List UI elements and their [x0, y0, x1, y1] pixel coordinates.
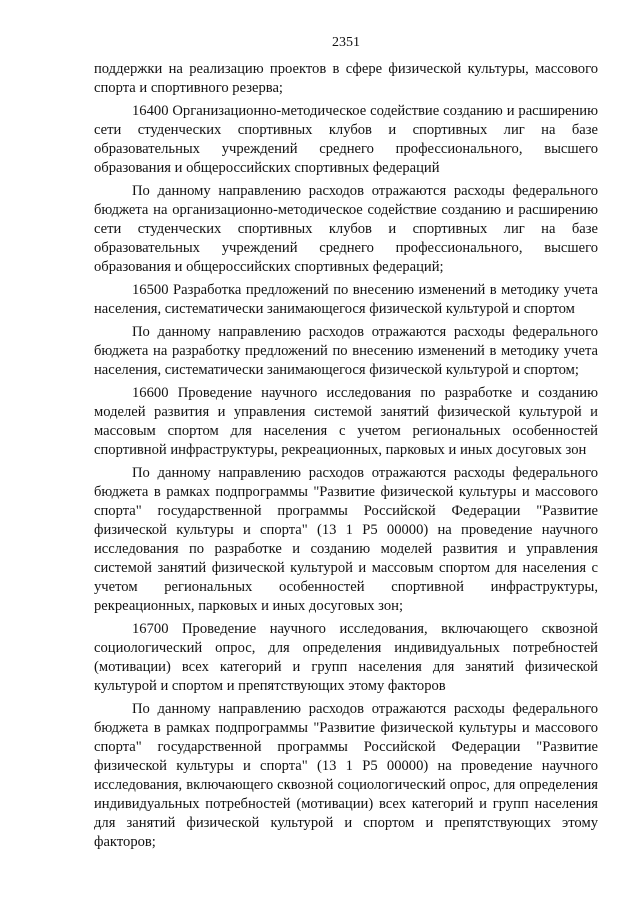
paragraph-code-16700: 16700 Проведение научного исследования, включающего сквозной социологический опрос, для определения индивидуальных потребностей (мотивации) всех категорий и групп населения для занятий физической культурой и спортом и препятствующих этому факторов [94, 621, 598, 694]
paragraph-code-16400: 16400 Организационно-методическое содействие созданию и расширению сети студенческих спортивных клубов и спортивных лиг на базе образовательных учреждений среднего профессионального, высшего образования и общероссийских спортивных федераций [94, 103, 598, 176]
document-page [94, 34, 598, 856]
page-number: 2351 [332, 35, 360, 50]
paragraph-description-16500: По данному направлению расходов отражаются расходы федерального бюджета на разработку предложений по внесению изменений в методику учета населения, систематически занимающегося физической культурой и спортом; [94, 324, 598, 378]
paragraph-description-16700: По данному направлению расходов отражаются расходы федерального бюджета в рамках подпрограммы "Развитие физической культуры и массового спорта" государственной программы Российской Федерации "Развитие физической культуры и спорта" (13 1 Р5 00000) на проведение научного исследования, включающего сквозной социологический опрос, для определения индивидуальных потребностей (мотивации) всех категорий и групп населения для занятий физической культурой и спортом и препятствующих этому факторов; [94, 701, 598, 850]
paragraph-description-16600: По данному направлению расходов отражаются расходы федерального бюджета в рамках подпрограммы "Развитие физической культуры и массового спорта" государственной программы Российской Федерации "Развитие физической культуры и спорта" (13 1 Р5 00000) на проведение научного исследования по разработке и созданию моделей развития и управления системой занятий физической культурой и массовым спортом для населения с учетом региональных особенностей спортивной инфраструктуры, рекреационных, парковых и иных досуговых зон; [94, 465, 598, 614]
paragraph-description-16400: По данному направлению расходов отражаются расходы федерального бюджета на организационно-методическое содействие созданию и расширению сети студенческих спортивных клубов и спортивных лиг на базе образовательных учреждений среднего профессионального, высшего образования и общероссийских спортивных федераций; [94, 183, 598, 275]
paragraph-code-16500: 16500 Разработка предложений по внесению изменений в методику учета населения, систематически занимающегося физической культурой и спортом [94, 282, 598, 317]
paragraph-code-16600: 16600 Проведение научного исследования по разработке и созданию моделей развития и управления системой занятий физической культурой и массовым спортом для населения с учетом региональных особенностей спортивной инфраструктуры, рекреационных, парковых и иных досуговых зон [94, 385, 598, 458]
paragraph-continuation: поддержки на реализацию проектов в сфере физической культуры, массового спорта и спортивного резерва; [94, 61, 598, 96]
